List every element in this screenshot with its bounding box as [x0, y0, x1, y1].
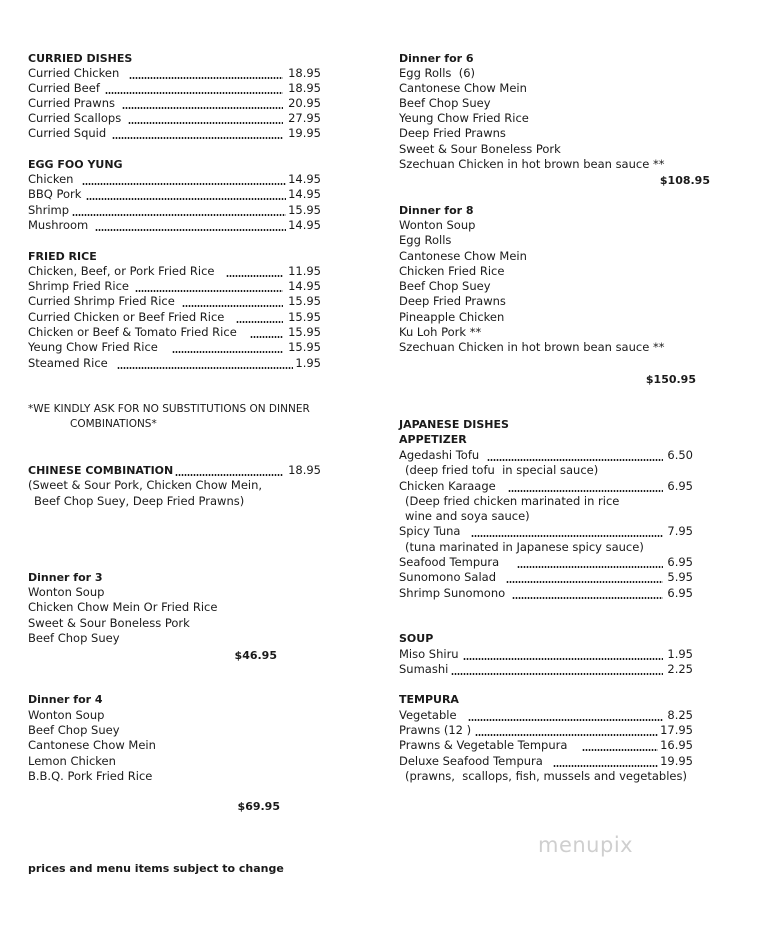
dot-leader [512, 597, 663, 599]
item-name: Vegetable [399, 708, 457, 722]
item-price: 18.95 [288, 81, 321, 95]
list-item: Sweet & Sour Boneless Pork [399, 142, 561, 156]
dinner-price: $150.95 [645, 373, 696, 386]
item-price: 6.95 [667, 586, 693, 600]
dot-leader [468, 719, 663, 721]
item-price: 16.95 [660, 738, 693, 752]
dot-leader [135, 290, 283, 292]
item-price: 2.25 [667, 662, 693, 676]
dot-leader [175, 474, 283, 476]
dot-leader [582, 749, 658, 751]
item-name: Curried Shrimp Fried Rice [28, 294, 175, 308]
section-title: Dinner for 6 [399, 52, 474, 65]
list-item: Lemon Chicken [28, 754, 116, 768]
list-item: Beef Chop Suey [399, 96, 491, 110]
dot-leader [475, 734, 658, 736]
list-item: Chicken Fried Rice [399, 264, 505, 278]
dot-leader [487, 459, 663, 461]
list-item: Beef Chop Suey [28, 723, 120, 737]
item-note: (prawns, scallops, fish, mussels and vegetables) [405, 769, 687, 783]
section-title: JAPANESE DISHES [399, 418, 509, 431]
item-name: Shrimp Fried Rice [28, 279, 129, 293]
item-name: BBQ Pork [28, 187, 82, 201]
item-name: Shrimp [28, 203, 70, 217]
section-title: Dinner for 8 [399, 204, 474, 217]
item-name: Prawns & Vegetable Tempura [399, 738, 568, 752]
item-price: 6.50 [667, 448, 693, 462]
footer-note: prices and menu items subject to change [28, 862, 284, 875]
item-price: 19.95 [660, 754, 693, 768]
list-item: B.B.Q. Pork Fried Rice [28, 769, 153, 783]
dot-leader [517, 566, 663, 568]
dot-leader [250, 336, 283, 338]
dot-leader [471, 535, 663, 537]
list-item: Wonton Soup [399, 218, 476, 232]
item-price: 15.95 [288, 203, 321, 217]
item-price: 1.95 [295, 356, 321, 370]
list-item: Szechuan Chicken in hot brown bean sauce ** [399, 157, 665, 171]
dot-leader [95, 229, 286, 231]
item-price: 27.95 [288, 111, 321, 125]
list-item: Beef Chop Suey [28, 631, 120, 645]
dot-leader [553, 765, 658, 767]
dot-leader [112, 137, 283, 139]
item-name: Curried Scallops [28, 111, 122, 125]
item-name: Curried Squid [28, 126, 107, 140]
item-price: 8.25 [667, 708, 693, 722]
menupix-watermark: menupix [538, 833, 634, 857]
dot-leader [129, 77, 283, 79]
item-name: Chicken [28, 172, 74, 186]
list-item: Cantonese Chow Mein [399, 249, 527, 263]
item-name: Steamed Rice [28, 356, 108, 370]
dinner-price: $46.95 [234, 649, 277, 662]
dot-leader [72, 214, 286, 216]
item-note: (Deep fried chicken marinated in rice [405, 494, 620, 508]
item-price: 15.95 [288, 325, 321, 339]
item-price: 14.95 [288, 172, 321, 186]
dot-leader [86, 198, 286, 200]
item-name: Spicy Tuna [399, 524, 461, 538]
item-name: Miso Shiru [399, 647, 459, 661]
list-item: Deep Fried Prawns [399, 126, 506, 140]
section-title: EGG FOO YUNG [28, 158, 123, 171]
section-title: Dinner for 4 [28, 693, 103, 706]
list-item: Sweet & Sour Boneless Pork [28, 616, 190, 630]
dot-leader [236, 321, 283, 323]
dot-leader [463, 658, 663, 660]
list-item: Cantonese Chow Mein [28, 738, 156, 752]
list-item: Egg Rolls [399, 233, 452, 247]
item-name: Chicken, Beef, or Pork Fried Rice [28, 264, 215, 278]
dinner-price: $69.95 [237, 800, 280, 813]
item-price: 6.95 [667, 479, 693, 493]
item-name: Yeung Chow Fried Rice [28, 340, 158, 354]
item-price: 14.95 [288, 279, 321, 293]
item-price: 5.95 [667, 570, 693, 584]
dot-leader [128, 122, 283, 124]
section-subtitle: APPETIZER [399, 433, 467, 446]
section-title: Dinner for 3 [28, 571, 103, 584]
list-item: Egg Rolls (6) [399, 66, 476, 80]
item-name: Chicken or Beef & Tomato Fried Rice [28, 325, 237, 339]
list-item: Chicken Chow Mein Or Fried Rice [28, 600, 218, 614]
item-note: wine and soya sauce) [405, 509, 530, 523]
notice-line-1: *WE KINDLY ASK FOR NO SUBSTITUTIONS ON DINNER [28, 403, 310, 415]
dot-leader [117, 367, 293, 369]
list-item: Wonton Soup [28, 708, 105, 722]
dot-leader [451, 673, 663, 675]
section-title: CHINESE COMBINATION [28, 464, 174, 477]
item-name: Sumashi [399, 662, 449, 676]
dot-leader [122, 107, 283, 109]
item-price: 6.95 [667, 555, 693, 569]
item-price: 15.95 [288, 294, 321, 308]
combo-description-1: (Sweet & Sour Pork, Chicken Chow Mein, [28, 478, 263, 492]
item-name: Agedashi Tofu [399, 448, 480, 462]
dot-leader [506, 581, 663, 583]
section-title: SOUP [399, 632, 434, 645]
notice-line-2: COMBINATIONS* [70, 418, 157, 430]
item-price: 15.95 [288, 310, 321, 324]
list-item: Yeung Chow Fried Rice [399, 111, 529, 125]
section-title: TEMPURA [399, 693, 459, 706]
item-price: 18.95 [288, 66, 321, 80]
item-name: Curried Beef [28, 81, 100, 95]
combo-price: 18.95 [288, 463, 321, 477]
item-price: 11.95 [288, 264, 321, 278]
item-name: Mushroom [28, 218, 89, 232]
item-name: Deluxe Seafood Tempura [399, 754, 543, 768]
item-price: 1.95 [667, 647, 693, 661]
item-name: Curried Chicken [28, 66, 120, 80]
list-item: Beef Chop Suey [399, 279, 491, 293]
list-item: Ku Loh Pork ** [399, 325, 482, 339]
item-price: 20.95 [288, 96, 321, 110]
combo-description-2: Beef Chop Suey, Deep Fried Prawns) [34, 494, 245, 508]
list-item: Cantonese Chow Mein [399, 81, 527, 95]
item-price: 7.95 [667, 524, 693, 538]
item-name: Shrimp Sunomono [399, 586, 506, 600]
item-note: (deep fried tofu in special sauce) [405, 463, 599, 477]
item-price: 14.95 [288, 218, 321, 232]
dinner-price: $108.95 [659, 174, 710, 187]
dot-leader [508, 490, 663, 492]
item-name: Sunomono Salad [399, 570, 497, 584]
list-item: Deep Fried Prawns [399, 294, 506, 308]
item-name: Seafood Tempura [399, 555, 500, 569]
list-item: Szechuan Chicken in hot brown bean sauce ** [399, 340, 665, 354]
item-price: 17.95 [660, 723, 693, 737]
item-name: Curried Prawns [28, 96, 115, 110]
dot-leader [172, 351, 283, 353]
dot-leader [182, 305, 283, 307]
dot-leader [226, 275, 283, 277]
item-price: 15.95 [288, 340, 321, 354]
item-note: (tuna marinated in Japanese spicy sauce) [405, 540, 644, 554]
dot-leader [82, 183, 286, 185]
list-item: Wonton Soup [28, 585, 105, 599]
item-name: Chicken Karaage [399, 479, 496, 493]
item-price: 19.95 [288, 126, 321, 140]
section-title: CURRIED DISHES [28, 52, 133, 65]
section-title: FRIED RICE [28, 250, 97, 263]
item-name: Prawns (12 ) [399, 723, 472, 737]
dot-leader [105, 92, 283, 94]
item-name: Curried Chicken or Beef Fried Rice [28, 310, 225, 324]
item-price: 14.95 [288, 187, 321, 201]
list-item: Pineapple Chicken [399, 310, 505, 324]
